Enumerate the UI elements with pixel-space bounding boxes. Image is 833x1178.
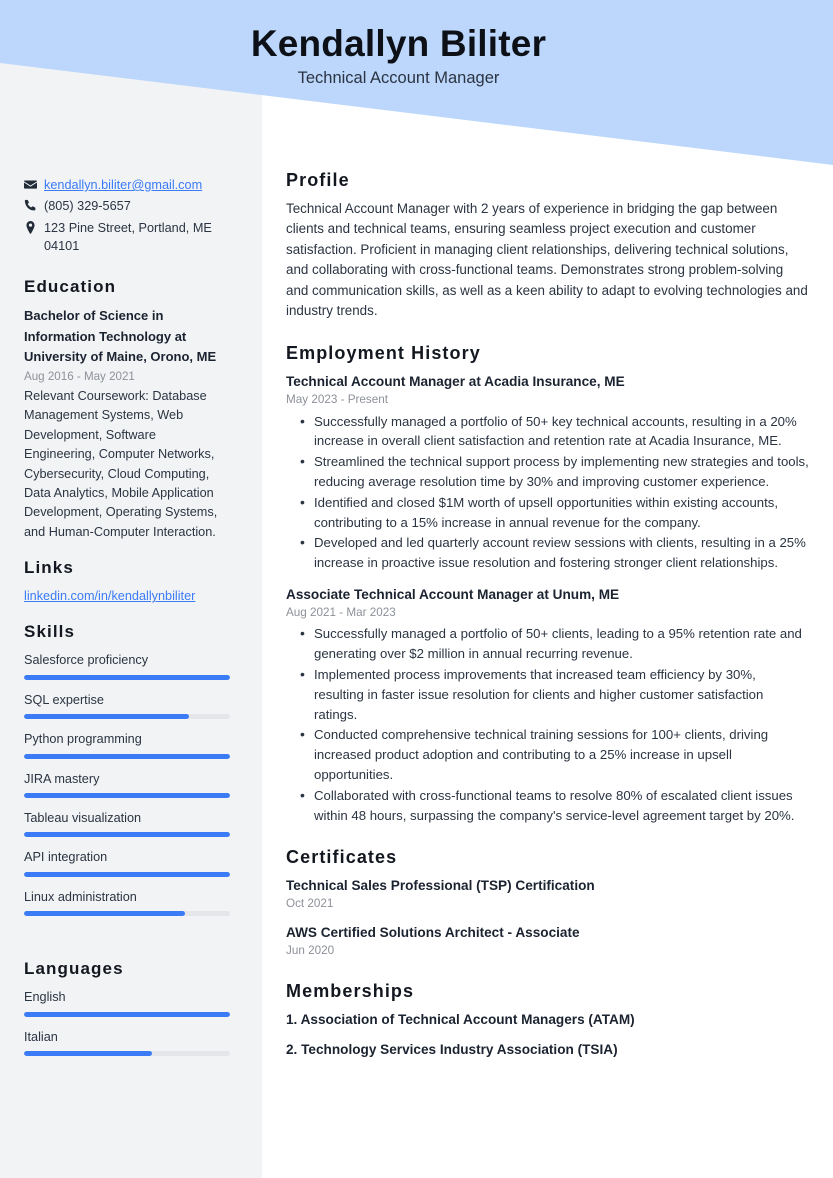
skill-label: API integration [24, 850, 108, 865]
sidebar-section-languages [24, 959, 230, 1056]
sidebar-section-education [24, 277, 230, 542]
map-pin-icon [24, 219, 44, 234]
language-bar-track [24, 1051, 230, 1056]
contact-list [24, 176, 230, 255]
skill-bar-track [24, 675, 230, 680]
skill-bar-track [24, 793, 230, 798]
skill-bar-track [24, 911, 230, 916]
contact-email-value[interactable] [44, 176, 230, 194]
main-section-memberships [286, 981, 809, 1059]
memberships-heading: Memberships [286, 981, 415, 1002]
skill-bar-fill [24, 754, 230, 759]
skill-bar-fill [24, 872, 230, 877]
language-bar-fill [24, 1051, 152, 1056]
phone-icon [24, 197, 44, 212]
language-item [24, 1028, 230, 1056]
skill-label: SQL expertise [24, 692, 104, 707]
sidebar-section-links [24, 558, 230, 606]
skills-heading: Skills [24, 622, 76, 642]
email-link[interactable]: kendallyn.biliter@gmail.com [44, 178, 203, 192]
job-bullet: • Conducted comprehensive technical training sessions for 100+ clients, driving increased product adoption and contributing to a 25% increase in upsell opportunities. [286, 725, 809, 784]
job-bullet-list [286, 624, 809, 825]
skill-bar-fill [24, 793, 230, 798]
skill-label: Python programming [24, 732, 142, 747]
certificate-date: Oct 2021 [286, 897, 334, 911]
sidebar-section-skills [24, 622, 230, 916]
education-description: Relevant Coursework: Database Management Systems, Web Development, Software Engineering, Computer Networks, Cybersecurity, Cloud Computing, Data Analytics, Mobile Application Development, Operating Systems, and Human-Computer Interaction. [24, 388, 218, 539]
education-degree: Bachelor of Science in Information Technology at University of Maine, Orono, ME [24, 308, 217, 365]
contact-address-value: 123 Pine Street, Portland, ME 04101 [44, 220, 212, 253]
certificates-heading: Certificates [286, 847, 398, 868]
links-heading: Links [24, 558, 74, 578]
language-bar-fill [24, 1012, 230, 1017]
job-bullet-list [286, 412, 809, 573]
skill-label: JIRA mastery [24, 771, 100, 786]
main-column [262, 0, 833, 1178]
job-bullet: • Implemented process improvements that increased team efficiency by 30%, resulting in faster issue resolution for clients and higher customer satisfaction ratings. [286, 665, 809, 724]
job-entry [286, 585, 809, 825]
skill-item [24, 730, 230, 758]
main-section-employment [286, 343, 809, 825]
language-item [24, 988, 230, 1016]
skill-bar-track [24, 832, 230, 837]
job-bullet: • Identified and closed $1M worth of upsell opportunities within existing accounts, contributing to a 15% increase in annual revenue for the company. [286, 493, 809, 533]
job-bullet: • Successfully managed a portfolio of 50+ key technical accounts, resulting in a 20% increase in overall client satisfaction and retention rate at Acadia Insurance, ME. [286, 412, 809, 452]
languages-heading: Languages [24, 959, 124, 979]
certificate-entry [286, 876, 809, 912]
skill-item [24, 770, 230, 798]
language-label: English [24, 990, 66, 1005]
job-date: May 2023 - Present [286, 393, 388, 407]
certificate-entry [286, 923, 809, 959]
job-bullet: • Developed and led quarterly account review sessions with clients, resulting in a 25% increase in proactive issue resolution and fostering stronger client relationships. [286, 533, 809, 573]
skill-bar-track [24, 872, 230, 877]
employment-heading: Employment History [286, 343, 481, 364]
contact-phone-value: (805) 329-5657 [44, 199, 131, 214]
main-section-certificates [286, 847, 809, 959]
education-heading: Education [24, 277, 117, 297]
membership-item: 2. Technology Services Industry Association (TSIA) [286, 1042, 618, 1058]
certificate-title: Technical Sales Professional (TSP) Certification [286, 878, 595, 894]
skill-label: Salesforce proficiency [24, 653, 149, 668]
contact-item-phone [24, 197, 230, 215]
language-bar-track [24, 1012, 230, 1017]
skill-item [24, 888, 230, 916]
job-bullet: • Collaborated with cross-functional teams to resolve 80% of escalated client issues within 48 hours, surpassing the company's service-level agreement target by 20%. [286, 786, 809, 826]
header-job-title: Technical Account Manager [297, 68, 500, 87]
skill-bar-fill [24, 832, 230, 837]
sidebar [0, 0, 262, 1178]
contact-item-email[interactable] [24, 176, 230, 194]
skill-item [24, 651, 230, 679]
profile-heading: Profile [286, 170, 350, 190]
page-title: Kendallyn Biliter [250, 23, 547, 64]
skill-bar-fill [24, 675, 230, 680]
skill-item [24, 691, 230, 719]
job-entry [286, 372, 809, 573]
education-date: Aug 2016 - May 2021 [24, 369, 135, 383]
job-title: Technical Account Manager at Acadia Insurance, ME [286, 374, 625, 390]
job-title: Associate Technical Account Manager at Unum, ME [286, 587, 620, 603]
envelope-icon [24, 176, 44, 191]
main-section-profile [286, 170, 809, 321]
skill-bar-fill [24, 714, 189, 719]
certificate-title: AWS Certified Solutions Architect - Associate [286, 924, 580, 940]
skill-bar-track [24, 754, 230, 759]
skill-label: Tableau visualization [24, 810, 142, 825]
header-text-block [0, 22, 833, 88]
language-label: Italian [24, 1029, 58, 1044]
job-bullet: • Streamlined the technical support process by implementing new strategies and tools, reducing average resolution time by 30% and improving customer experience. [286, 452, 809, 492]
skill-bar-track [24, 714, 230, 719]
membership-item: 1. Association of Technical Account Managers (ATAM) [286, 1012, 635, 1028]
job-date: Aug 2021 - Mar 2023 [286, 606, 396, 620]
list-item[interactable] [24, 587, 230, 606]
linkedin-link[interactable]: linkedin.com/in/kendallynbiliter [24, 589, 196, 604]
contact-item-address [24, 219, 230, 256]
skill-item [24, 848, 230, 876]
skill-bar-fill [24, 911, 185, 916]
profile-text: Technical Account Manager with 2 years of experience in bridging the gap between clients and technical teams, ensuring seamless project execution and customer satisfaction. Proficient in managing client relationships, delivering technical solutions, and collaborating with cross-functional teams. Demonstrates strong problem-solving and communication skills, as well as a keen ability to adapt to evolving technologies and industry trends. [286, 201, 808, 318]
job-bullet: • Successfully managed a portfolio of 50+ clients, leading to a 95% retention rate and generating over $2 million in annual recurring revenue. [286, 624, 809, 664]
skill-label: Linux administration [24, 889, 137, 904]
skill-item [24, 809, 230, 837]
certificate-date: Jun 2020 [286, 943, 335, 957]
